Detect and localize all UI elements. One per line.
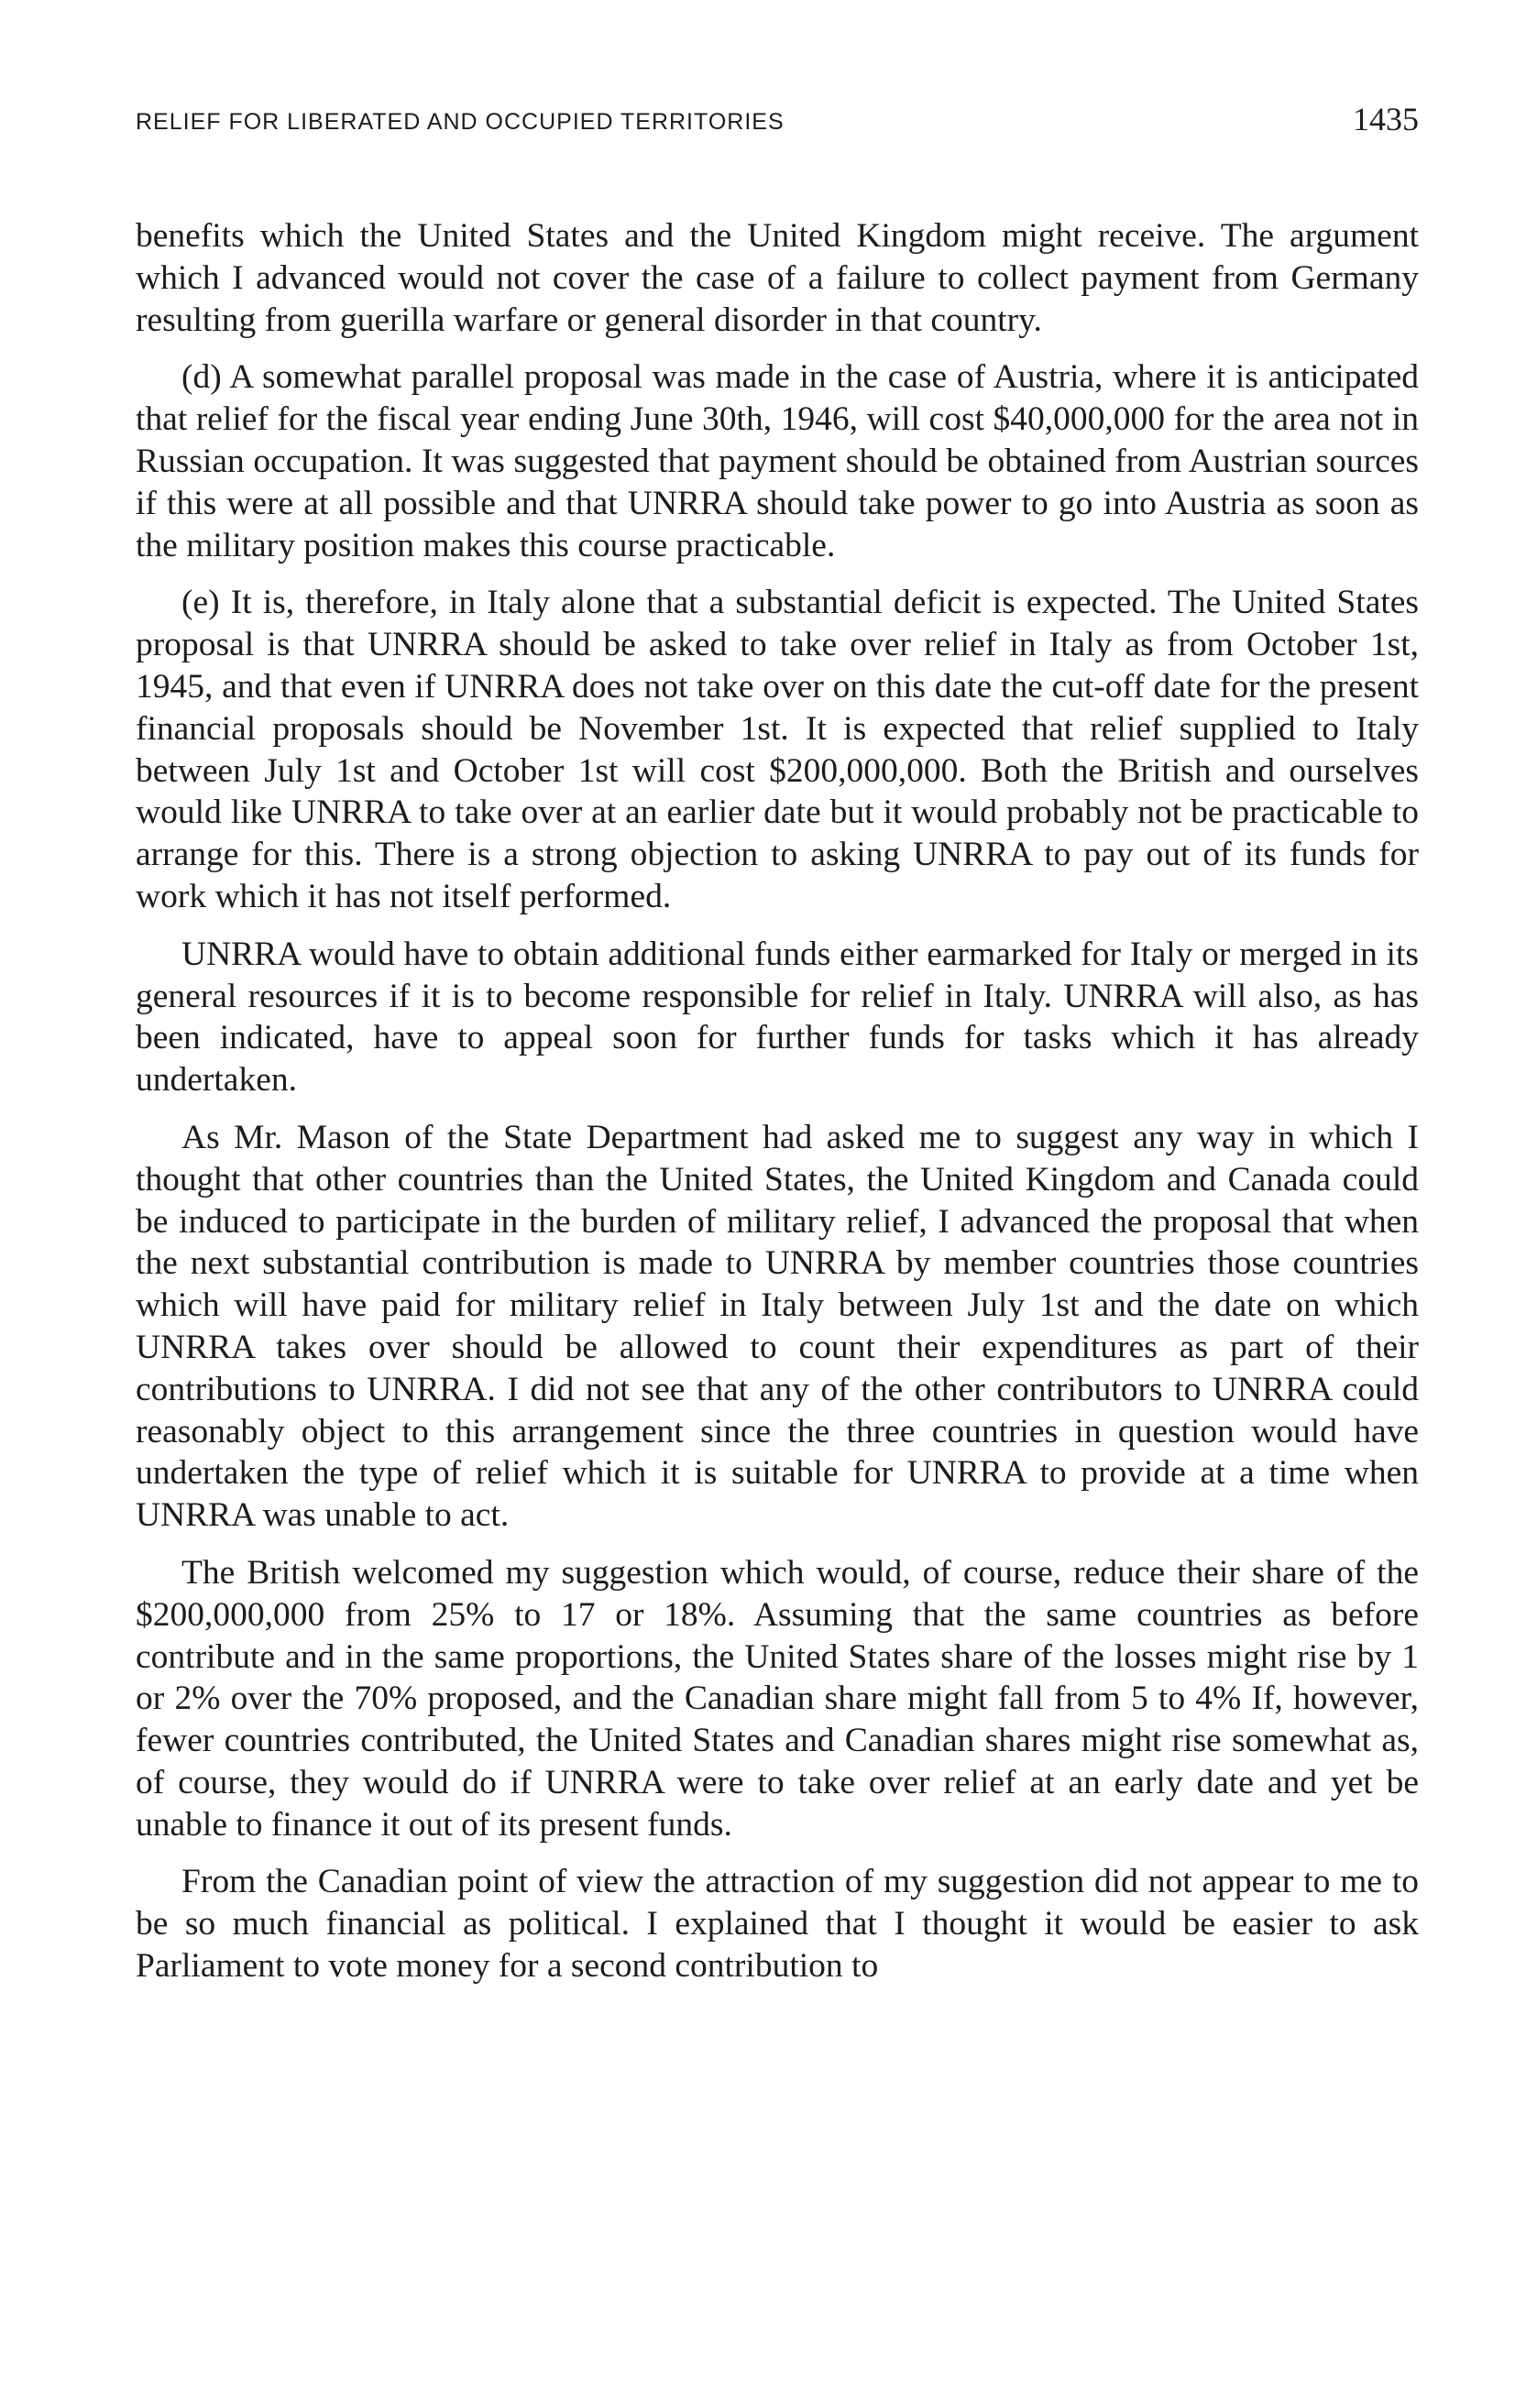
paragraph-continuation: benefits which the United States and the United Kingdom might receive. The argument which I advanced would not cover the case of a failure to collect payment from Germany resulting from guerilla warfare or general disorder in that country. <box>136 217 1419 339</box>
paragraph-e-italy: (e) It is, therefore, in Italy alone that a substantial deficit is expected. The United States proposal is that UNRRA should be asked to take over relief in Italy as from October 1st, 1945, and that even if UNRRA does not take over on this date the cut-off date for the present financial proposals should be November 1st. It is expected that relief supplied to Italy between July 1st and October 1st will cost $200,000,000. Both the British and ourselves would like UNRRA to take over at an earlier date but it would probably not be practicable to arrange for this. There is a strong objection to asking UNRRA to pay out of its funds for work which it has not itself performed. <box>136 584 1419 915</box>
paragraph-d-austria: (d) A somewhat parallel proposal was made in the case of Austria, where it is anticipated that relief for the fiscal year ending June 30th, 1946, will cost $40,000,000 for the area not in Russian occupation. It was suggested that payment should be obtained from Austrian sources if this were at all possible and that UNRRA should take power to go into Austria as soon as the military position makes this course practicable. <box>136 358 1419 564</box>
document-page <box>136 96 1419 2003</box>
paragraph-canadian-view: From the Canadian point of view the attraction of my suggestion did not appear to me to be so much financial as political. I explained that I thought it would be easier to ask Parliament to vote money for a second contribution to <box>136 1863 1419 1986</box>
paragraph-mason-proposal: As Mr. Mason of the State Department had asked me to suggest any way in which I thought that other countries than the United States, the United Kingdom and Canada could be induced to participate in the burden of military relief, I advanced the proposal that when the next substantial contribution is made to UNRRA by member countries those countries which will have paid for military relief in Italy between July 1st and the date on which UNRRA takes over should be allowed to count their expenditures as part of their contributions to UNRRA. I did not see that any of the other contributors to UNRRA could reasonably object to this arrangement since the three countries in question would have undertaken the type of relief which it is suitable for UNRRA to provide at a time when UNRRA was unable to act. <box>136 1118 1419 1535</box>
paragraph-unrra-funds: UNRRA would have to obtain additional funds either earmarked for Italy or merged in its general resources if it is to become responsible for relief in Italy. UNRRA will also, as has been indicated, have to appeal soon for further funds for tasks which it has already undertaken. <box>136 935 1419 1100</box>
running-header <box>136 96 1419 151</box>
body-text <box>136 215 1419 1987</box>
page-number: 1435 <box>1353 101 1419 137</box>
paragraph-british-response: The British welcomed my suggestion which would, of course, reduce their share of the $200,000,000 from 25% to 17 or 18%. Assuming that the same countries as before contribute and in the same proportions, the United States share of the losses might rise by 1 or 2% over the 70% proposed, and the Canadian share might fall from 5 to 4% If, however, fewer countries contributed, the United States and Canadian shares might rise somewhat as, of course, they would do if UNRRA were to take over relief at an early date and yet be unable to finance it out of its present funds. <box>136 1553 1419 1844</box>
running-title: RELIEF FOR LIBERATED AND OCCUPIED TERRITORIES <box>136 109 785 135</box>
